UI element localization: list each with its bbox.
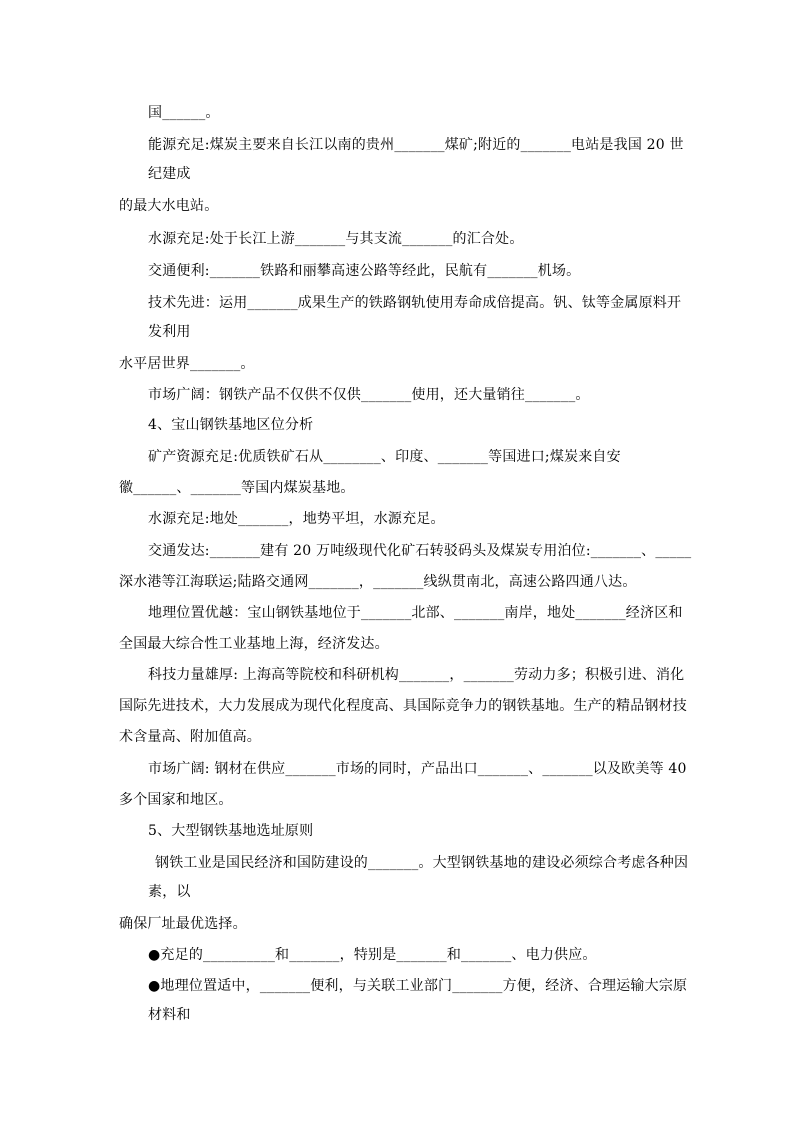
text-line: 交通便利:_______铁路和丽攀高速公路等经此，民航有_______机场。 [148, 263, 581, 279]
text-line: 的最大水电站。 [119, 198, 219, 214]
text-line: 交通发达:_______建有 20 万吨级现代化矿石转驳码头及煤炭专用泊位:_______、_____ [148, 543, 692, 559]
text-line: 市场广阔：钢铁产品不仅供不仅供_______使用，还大量销往_______。 [148, 387, 590, 403]
text-line: 钢铁工业是国民经济和国防建设的_______。大型钢铁基地的建设必须综合考虑各种因 [155, 855, 689, 871]
text-line: 深水港等江海联运;陆路交通网_______，_______线纵贯南北，高速公路四通八达。 [119, 574, 637, 590]
text-line: 矿产资源充足:优质铁矿石从________、印度、_______等国进口;煤炭来自安 [148, 449, 621, 465]
text-line: 国际先进技术，大力发展成为现代化程度高、具国际竞争力的钢铁基地。生产的精品钢材技 [119, 698, 687, 714]
bullet-line: ●充足的__________和_______，特别是_______和_______、电力供应。 [148, 947, 597, 963]
section-heading: 4、宝山钢铁基地区位分析 [148, 417, 314, 433]
text-line: 国______。 [148, 105, 220, 121]
text-line: 水平居世界_______。 [119, 356, 255, 372]
text-line: 徽______、_______等国内煤炭基地。 [119, 480, 355, 496]
text-line: 发利用 [148, 324, 191, 340]
text-line: 科技力量雄厚: 上海高等院校和科研机构_______，_______劳动力多；积极引进、消化 [148, 667, 685, 683]
text-line: 水源充足:地处_______，地势平坦，水源充足。 [148, 511, 445, 527]
text-line: 地理位置优越：宝山钢铁基地位于_______北部、_______南岸，地处_______经济区和 [148, 605, 683, 621]
text-line: 技术先进：运用_______成果生产的铁路钢轨使用寿命成倍提高。钒、钛等金属原料开 [148, 295, 682, 311]
section-heading: 5、大型钢铁基地选址原则 [148, 823, 314, 839]
text-line: 素，以 [148, 884, 191, 900]
text-line: 多个国家和地区。 [119, 792, 233, 808]
text-line: 能源充足:煤炭主要来自长江以南的贵州_______煤矿;附近的_______电站是我国 20 世 [148, 137, 684, 153]
text-line: 市场广阔: 钢材在供应_______市场的同时，产品出口_______、_______以及欧美等 40 [148, 761, 687, 777]
text-line: 纪建成 [148, 166, 191, 182]
text-line: 水源充足:处于长江上游_______与其支流_______的汇合处。 [148, 231, 524, 247]
text-line: 术含量高、附加值高。 [119, 729, 261, 745]
text-line: 材料和 [148, 1007, 191, 1023]
text-line: 确保厂址最优选择。 [119, 916, 247, 932]
text-line: 全国最大综合性工业基地上海，经济发达。 [119, 636, 389, 652]
bullet-line: ●地理位置适中，_______便利，与关联工业部门_______方便，经济、合理运输大宗原 [148, 978, 688, 994]
